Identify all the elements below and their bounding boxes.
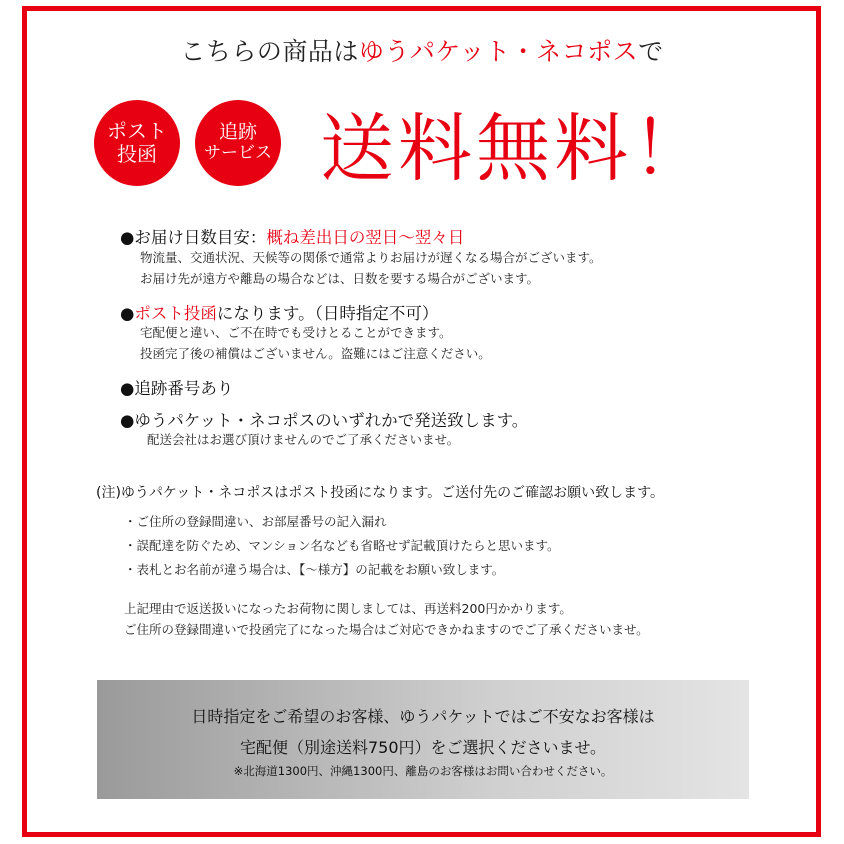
free-shipping-title: 送料無料！ [320,106,710,192]
delivery-bullet: ● [120,228,135,247]
post-badge [94,100,180,186]
post-badge-line1: ポスト [107,119,167,143]
delivery-label: お届け日数目安： [134,228,267,247]
post-bullet: ● [120,304,135,323]
delivery-notes [140,247,602,289]
caution-main: (注)ゆうパケット・ネコポスはポスト投函になります。ご送付先のご確認お願い致します。 [96,485,664,501]
delivery-note: お届け先が遠方や離島の場合などは、日数を要する場合がございます。 [140,271,540,286]
headline [0,32,844,68]
headline-prefix: こちらの商品は [180,37,359,66]
grey-line2: 宅配便（別途送料750円）をご選択くださいませ。 [239,738,607,757]
resend-notes [124,598,649,640]
carrier-line: ●ゆうパケット・ネコポスのいずれかで発送致します。 [120,411,529,430]
caution-list [124,510,559,582]
tracking-line: ●追跡番号あり [120,379,234,398]
grey-line3: ※北海道1300円、沖縄1300円、離島のお客様はお問い合わせください。 [233,764,613,778]
post-highlight: ポスト投函 [134,304,217,323]
post-rest: になります。（日時指定不可） [216,304,439,323]
post-note: 投函完了後の補償はございません。盗難にはご注意ください。 [140,346,491,361]
delivery-value: 概ね差出日の翌日〜翌々日 [266,228,465,247]
post-badge-line2: 投函 [117,142,157,166]
headline-highlight: ゆうパケット・ネコポス [358,37,639,66]
post-notes [140,322,491,364]
tracking-badge-line1: 追跡 [218,121,257,144]
caution-item: ・誤配達を防ぐため、マンション名なども省略せず記載頂けたらと思います。 [124,538,560,553]
delivery-note: 物流量、交通状況、天候等の関係で通常よりお届けが遅くなる場合がございます。 [140,250,602,265]
caution-item: ・表札とお名前が違う場合は、【〜様方】の記載をお願い致します。 [124,562,505,577]
tracking-badge [195,100,281,186]
resend-line: ご住所の登録間違いで投函完了になった場合はご対応できかねますのでご了承くださいませ。 [124,622,649,637]
resend-line: 上記理由で返送扱いになったお荷物に関しましては、再送料200円かかります。 [124,601,572,616]
caution-item: ・ご住所の登録間違い、お部屋番号の記入漏れ [124,514,387,529]
delivery-heading [120,224,464,248]
grey-line1: 日時指定をご希望のお客様、ゆうパケットではご不安なお客様は [191,707,655,726]
headline-suffix: で [638,37,664,66]
takuhaibin-box [97,680,749,799]
tracking-badge-line2: サービス [204,143,272,164]
post-heading [120,300,438,324]
carrier-note: 配送会社はお選び頂けませんのでご了承くださいませ。 [147,432,460,447]
post-note: 宅配便と違い、ご不在時でも受けとることができます。 [140,325,452,340]
